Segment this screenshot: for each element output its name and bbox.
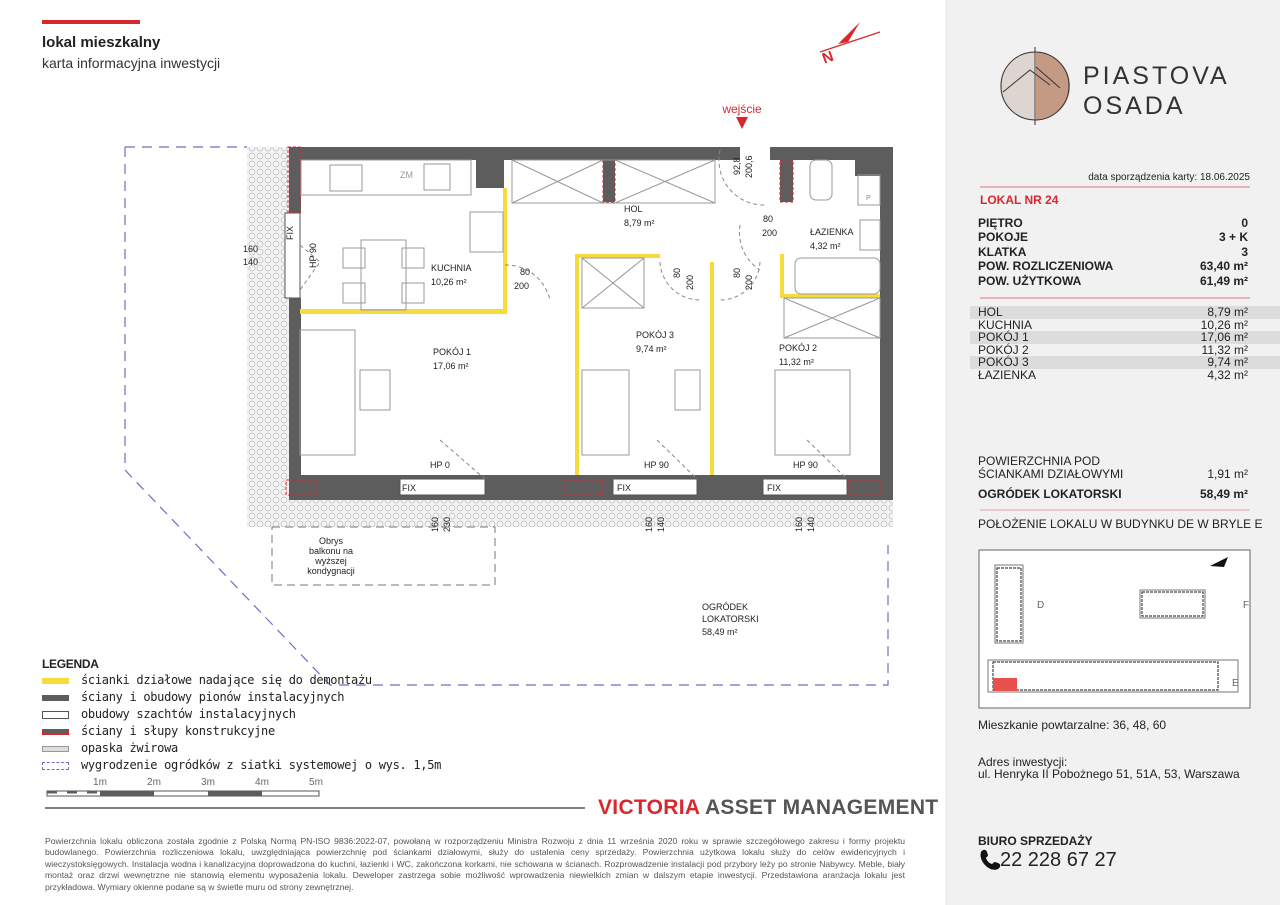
area-row: KUCHNIA 10,26 m² xyxy=(978,317,1248,332)
svg-text:ZM: ZM xyxy=(400,170,413,180)
svg-text:kondygnacji: kondygnacji xyxy=(307,566,355,576)
spec-row: POW. UŻYTKOWA 61,49 m² xyxy=(978,274,1248,288)
garden-label: LOKATORSKI xyxy=(702,614,759,624)
svg-text:PIASTOVA: PIASTOVA xyxy=(1083,62,1230,90)
svg-text:160: 160 xyxy=(644,516,654,532)
walls xyxy=(289,147,893,500)
legend-item: ściany i obudowy pionów instalacyjnych xyxy=(42,690,344,704)
svg-text:wyższej: wyższej xyxy=(315,556,347,566)
svg-text:200,6: 200,6 xyxy=(744,155,754,178)
svg-text:FIX: FIX xyxy=(285,225,295,240)
svg-text:HP 90: HP 90 xyxy=(793,460,818,470)
svg-text:2m: 2m xyxy=(147,777,161,788)
room-area: 4,32 m² xyxy=(810,241,841,251)
entrance-arrow-icon xyxy=(736,117,748,129)
svg-text:FIX: FIX xyxy=(767,483,782,493)
svg-text:balkonu na: balkonu na xyxy=(308,546,354,556)
svg-text:160: 160 xyxy=(430,516,440,532)
svg-text:160: 160 xyxy=(794,516,804,532)
north-arrow-icon xyxy=(820,22,880,67)
address: ul. Henryka II Pobożnego 51, 51A, 53, Warszawa xyxy=(978,767,1240,781)
svg-text:140: 140 xyxy=(243,257,259,267)
svg-text:E: E xyxy=(1232,678,1239,689)
developer-logo: VICTORIA ASSET MANAGEMENT xyxy=(598,796,939,819)
room-name: HOL xyxy=(624,204,643,214)
svg-text:3m: 3m xyxy=(201,777,215,788)
repeat-units: Mieszkanie powtarzalne: 36, 48, 60 xyxy=(978,718,1167,732)
legend-item: ścianki działowe nadające się do demontażu xyxy=(42,673,372,687)
svg-text:80: 80 xyxy=(763,214,774,224)
room-labels xyxy=(243,155,871,637)
location-heading: POŁOŻENIE LOKALU W BUDYNKU DE W BRYLE E xyxy=(978,517,1263,531)
svg-text:4m: 4m xyxy=(255,777,269,788)
svg-text:200: 200 xyxy=(685,274,695,290)
gravel-band xyxy=(247,147,289,527)
header-accent-bar xyxy=(42,20,140,24)
room-area: 9,74 m² xyxy=(636,344,667,354)
svg-text:140: 140 xyxy=(656,516,666,532)
spec-row: POW. ROZLICZENIOWA 63,40 m² xyxy=(978,259,1248,273)
area-row: POKÓJ 3 9,74 m² xyxy=(970,356,1280,369)
svg-text:D: D xyxy=(1037,600,1045,611)
svg-text:200: 200 xyxy=(744,274,754,290)
phone-icon xyxy=(981,850,1001,870)
room-name: ŁAZIENKA xyxy=(810,227,854,237)
spec-row: PIĘTRO 0 xyxy=(978,216,1248,230)
garden-label: OGRÓDEK xyxy=(702,602,749,612)
doc-subtitle: karta informacyjna inwestycji xyxy=(42,55,221,71)
area-row: HOL 8,79 m² xyxy=(970,306,1280,319)
furniture xyxy=(300,160,880,455)
svg-text:Obrys: Obrys xyxy=(318,536,344,546)
door-swings xyxy=(300,150,847,479)
svg-text:OSADA: OSADA xyxy=(1083,92,1186,120)
svg-text:5m: 5m xyxy=(309,777,323,788)
doc-title: lokal mieszkalny xyxy=(42,34,161,51)
svg-text:HP 90: HP 90 xyxy=(644,460,669,470)
phone-number[interactable]: 22 228 67 27 xyxy=(1000,849,1117,871)
card-date: data sporządzenia karty: 18.06.2025 xyxy=(1088,172,1250,183)
area-row: ŁAZIENKA 4,32 m² xyxy=(978,367,1248,382)
balcony-outline xyxy=(272,527,495,585)
removable-partitions xyxy=(300,188,880,475)
room-area: 17,06 m² xyxy=(433,361,469,371)
legend-item: wygrodzenie ogródków z siatki systemowej o wys. 1,5m xyxy=(42,758,441,772)
svg-text:200: 200 xyxy=(762,228,778,238)
svg-text:FIX: FIX xyxy=(617,483,632,493)
room-area: 11,32 m² xyxy=(779,357,814,367)
svg-text:200: 200 xyxy=(514,281,530,291)
svg-text:1m: 1m xyxy=(93,777,107,788)
garden-row: OGRÓDEK LOKATORSKI 58,49 m² xyxy=(978,487,1248,501)
entrance-label: wejście xyxy=(722,102,762,116)
legend-item: ściany i słupy konstrukcyjne xyxy=(42,724,275,738)
svg-text:80: 80 xyxy=(732,267,742,278)
svg-text:92,8: 92,8 xyxy=(732,157,742,175)
room-name: POKÓJ 3 xyxy=(636,330,675,340)
room-name: POKÓJ 2 xyxy=(779,343,818,353)
windows xyxy=(285,213,847,495)
disclaimer: Powierzchnia lokalu obliczona została zgodnie z Polską Normą PN-ISO 9836:2022-07, powołaną w rozporządzeniu Ministra Rozwoju z dnia 11 września 2020 roku w sprawie szczegółowego zakresu i formy projektu budowlanego. Powierzchnia rozliczeniowa lokalu, uwzględniająca powierzchnię pod ściankami działowymi, służy do ustalenia ceny sprzedaży. Powierzchnia użytkowa lokalu służy do celów ewidencyjnych i wieczystoksięgowych. Instalacja wodna i kanalizacyjna doprowadzona do kuchni, łazienki i WC, zakończona korkami, nie schowana w ścianach. Rozprowadzenie instalacji pod przybory leży po stronie Nabywcy. Meble, biały montaż oraz drzwi wewnętrzne nie stanowią elementu wyposażenia lokalu. Deweloper zastrzega sobie możliwość wprowadzenia niewielkich zmian w dalszym etapie inwestycji. Przedstawiona aranżacja lokalu jest przykładowa. Wymiary okienne podane są w świetle muru od strony zewnętrznej. xyxy=(45,836,905,892)
building-location-map xyxy=(979,550,1250,708)
unit-location-marker xyxy=(993,678,1017,691)
legend-title: LEGENDA xyxy=(42,657,99,671)
area-row: POKÓJ 2 11,32 m² xyxy=(978,342,1248,357)
address-label: Adres inwestycji: xyxy=(978,755,1068,769)
spec-row: POKOJE 3 + K xyxy=(978,230,1248,244)
svg-text:230: 230 xyxy=(442,516,452,532)
svg-text:80: 80 xyxy=(672,267,682,278)
svg-text:FIX: FIX xyxy=(402,483,417,493)
garden-area: 58,49 m² xyxy=(702,627,738,637)
svg-text:P: P xyxy=(866,195,871,202)
walls-area-label: POWIERZCHNIA POD xyxy=(978,454,1101,468)
room-area: 8,79 m² xyxy=(624,218,655,228)
room-name: KUCHNIA xyxy=(431,263,472,273)
room-area: 10,26 m² xyxy=(431,277,467,287)
legend-item: opaska żwirowa xyxy=(42,741,178,755)
svg-text:160: 160 xyxy=(243,244,259,254)
area-row: POKÓJ 1 17,06 m² xyxy=(970,331,1280,344)
spec-row: KLATKA 3 xyxy=(978,245,1248,259)
piastova-osada-logo xyxy=(1000,47,1230,125)
scale-bar xyxy=(47,777,323,796)
legend-item: obudowy szachtów instalacyjnych xyxy=(42,707,296,721)
unit-number: LOKAL NR 24 xyxy=(980,193,1059,207)
svg-text:140: 140 xyxy=(806,516,816,532)
room-name: POKÓJ 1 xyxy=(433,347,472,357)
svg-text:80: 80 xyxy=(520,267,531,277)
svg-text:HP 90: HP 90 xyxy=(308,243,318,268)
svg-text:HP 0: HP 0 xyxy=(430,460,450,470)
sales-office-label: BIURO SPRZEDAŻY xyxy=(978,834,1093,848)
svg-text:N: N xyxy=(819,47,836,68)
svg-text:F: F xyxy=(1243,600,1250,611)
walls-area-row: ŚCIANKAMI DZIAŁOWYMI 1,91 m² xyxy=(978,467,1248,481)
